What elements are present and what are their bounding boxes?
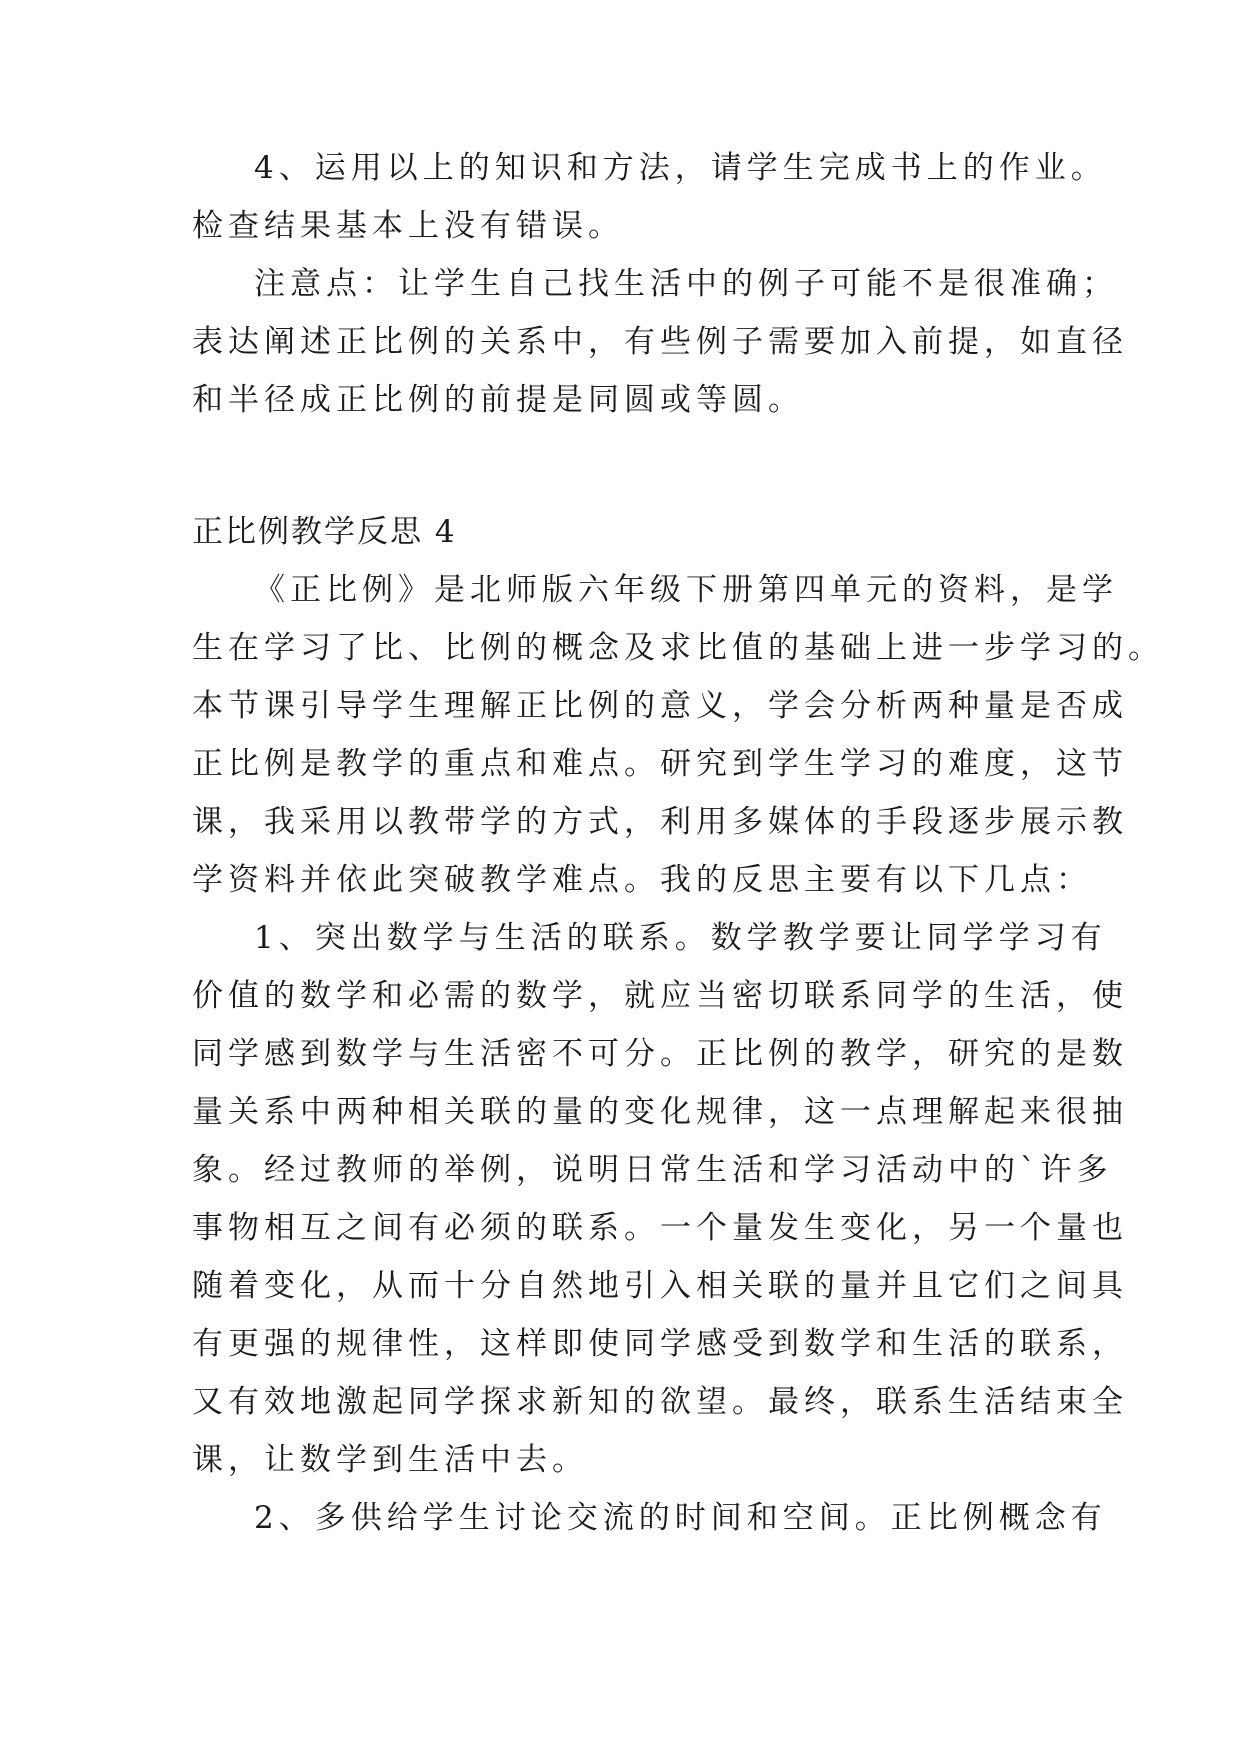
paragraph-line: 价值的数学和必需的数学，就应当密切联系同学的生活，使: [192, 978, 1128, 1014]
paragraph-line: 2、多供给学生讨论交流的时间和空间。正比例概念有: [254, 1500, 1107, 1536]
paragraph-line: 《正比例》是北师版六年级下册第四单元的资料，是学: [254, 572, 1118, 608]
paragraph-line: 1、突出数学与生活的联系。数学教学要让同学学习有: [254, 920, 1107, 956]
section-heading: 正比例教学反思 4: [192, 514, 457, 550]
paragraph-line: 量关系中两种相关联的量的变化规律，这一点理解起来很抽: [192, 1094, 1128, 1130]
paragraph-line: 又有效地激起同学探求新知的欲望。最终，联系生活结束全: [192, 1384, 1128, 1420]
paragraph-line: 随着变化，从而十分自然地引入相关联的量并且它们之间具: [192, 1268, 1128, 1304]
paragraph-line: 表达阐述正比例的关系中，有些例子需要加入前提，如直径: [192, 324, 1128, 360]
paragraph-line: 同学感到数学与生活密不可分。正比例的教学，研究的是数: [192, 1036, 1128, 1072]
paragraph-line: 生在学习了比、比例的概念及求比值的基础上进一步学习的。: [192, 630, 1164, 666]
paragraph-line: 和半径成正比例的前提是同圆或等圆。: [192, 382, 804, 418]
paragraph-line: 4、运用以上的知识和方法，请学生完成书上的作业。: [254, 150, 1107, 186]
paragraph-line: 事物相互之间有必须的联系。一个量发生变化，另一个量也: [192, 1210, 1128, 1246]
paragraph-line: 课，我采用以教带学的方式，利用多媒体的手段逐步展示教: [192, 804, 1128, 840]
paragraph-line: 正比例是教学的重点和难点。研究到学生学习的难度，这节: [192, 746, 1128, 782]
paragraph-line: 注意点：让学生自己找生活中的例子可能不是很准确；: [254, 266, 1118, 302]
paragraph-line: 本节课引导学生理解正比例的意义，学会分析两种量是否成: [192, 688, 1128, 724]
paragraph-line: 有更强的规律性，这样即使同学感受到数学和生活的联系，: [192, 1326, 1128, 1362]
paragraph-line: 检查结果基本上没有错误。: [192, 208, 624, 244]
paragraph-line: 课，让数学到生活中去。: [192, 1442, 588, 1478]
paragraph-line: 象。经过教师的举例，说明日常生活和学习活动中的`许多: [192, 1152, 1113, 1188]
paragraph-line: 学资料并依此突破教学难点。我的反思主要有以下几点：: [192, 862, 1092, 898]
